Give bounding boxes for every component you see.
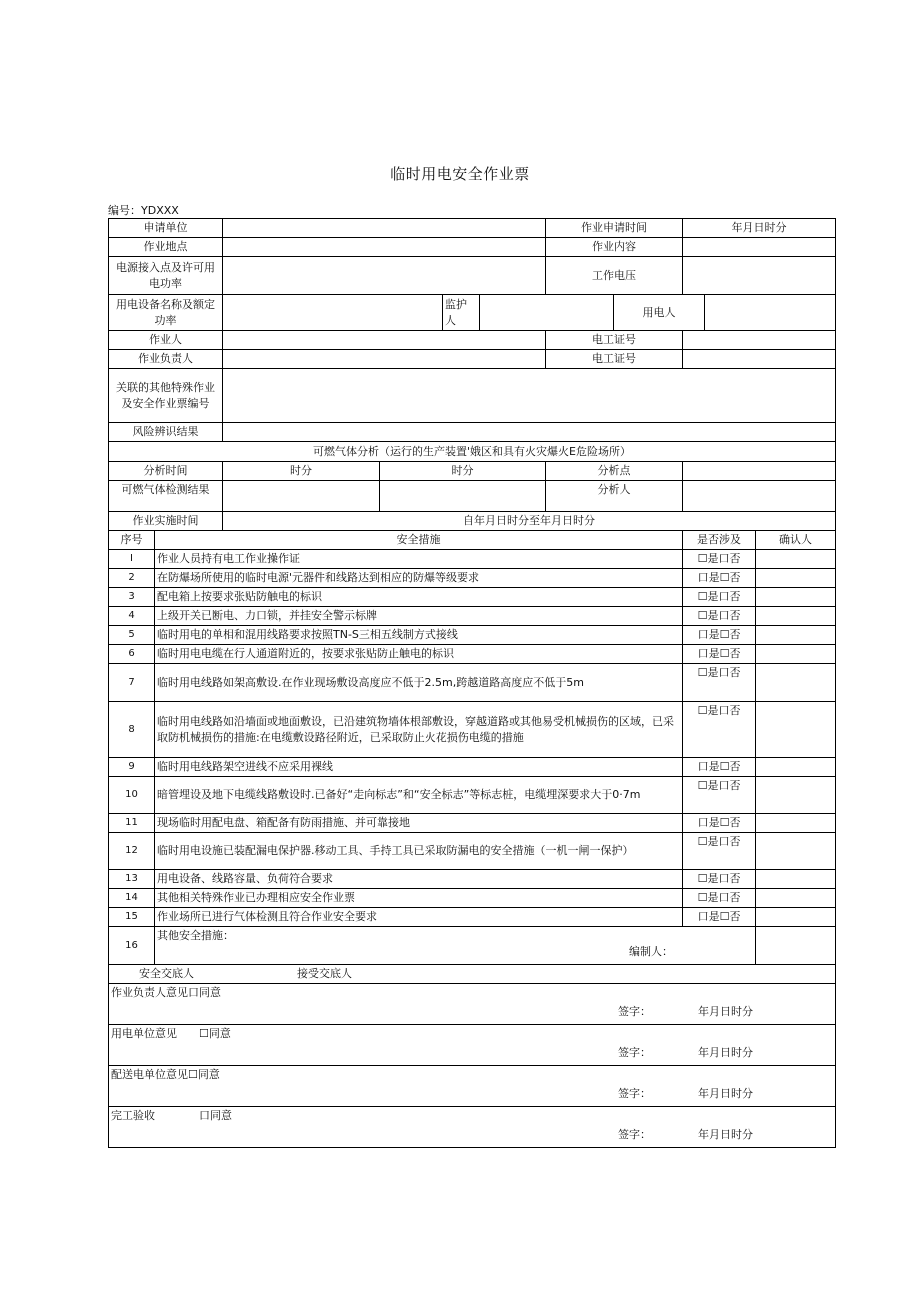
related-permits-input[interactable] [223, 369, 836, 423]
document-number: 编号：YDXXX [108, 204, 179, 217]
confirmer-input[interactable] [756, 550, 836, 569]
measure-text: 暗管埋设及地下电缆线路敷设时.已备好“走向标志”和“安全标志”等标志桩，电缆埋深要求大于0·7m [155, 777, 683, 814]
measure-text: 其他相关特殊作业已办理相应安全作业票 [155, 889, 683, 908]
handover-giver-label: 安全交底人 [139, 967, 194, 980]
measure-number: 10 [109, 777, 155, 814]
measure-row [109, 550, 836, 569]
measure-row [109, 645, 836, 664]
analysis-point-label: 分析点 [546, 462, 683, 481]
measure-number: 16 [109, 927, 155, 965]
power-user-label: 用电人 [614, 295, 705, 331]
involved-checkbox[interactable]: ☐是口否 [683, 550, 756, 569]
work-content-input[interactable] [683, 238, 836, 257]
worker-label: 作业人 [109, 331, 223, 350]
involved-checkbox[interactable]: ☐是口否 [683, 664, 756, 702]
measure-row [109, 588, 836, 607]
opinion-section [109, 1066, 836, 1107]
measure-number: 5 [109, 626, 155, 645]
analysis-time-2[interactable]: 时分 [380, 462, 546, 481]
power-access-input[interactable] [223, 257, 546, 295]
detection-result-1[interactable] [223, 481, 380, 512]
involved-checkbox[interactable]: ☐是口否 [683, 889, 756, 908]
power-access-label: 电源接入点及许可用电功率 [109, 257, 223, 295]
confirmer-input[interactable] [756, 758, 836, 777]
related-permits-label: 关联的其他特殊作业及安全作业票编号 [109, 369, 223, 423]
opinion-section [109, 1025, 836, 1066]
measure-row [109, 833, 836, 870]
measure-text: 在防爆场所使用的临时电源'元器件和线路达到相应的防爆等级要求 [155, 569, 683, 588]
measure-number: 15 [109, 908, 155, 927]
risk-result-input[interactable] [223, 423, 836, 442]
gas-analysis-title: 可燃气体分析（运行的生产装置'娥区和具有火灾爆火E危险场所） [109, 442, 836, 462]
leader-label: 作业负责人 [109, 350, 223, 369]
form-title: 临时用电安全作业票 [390, 165, 530, 183]
leader-cert-label: 电工证号 [546, 350, 683, 369]
work-permit-table [108, 218, 836, 1148]
work-voltage-input[interactable] [683, 257, 836, 295]
analysis-time-label: 分析时间 [109, 462, 223, 481]
confirmer-input[interactable] [756, 588, 836, 607]
confirmer-input[interactable] [756, 814, 836, 833]
opinion-label[interactable]: 作业负责人意见口同意 [111, 986, 221, 999]
measure-row [109, 908, 836, 927]
confirmer-input[interactable] [756, 870, 836, 889]
measure-number: 11 [109, 814, 155, 833]
confirmer-input[interactable] [756, 833, 836, 870]
work-location-label: 作业地点 [109, 238, 223, 257]
measure-number: 14 [109, 889, 155, 908]
measure-text: 作业场所已进行气体检测且符合作业安全要求 [155, 908, 683, 927]
measure-number: 9 [109, 758, 155, 777]
confirmer-input[interactable] [756, 908, 836, 927]
confirmer-input[interactable] [756, 702, 836, 758]
signature-label: 签字： [618, 1087, 652, 1100]
involved-checkbox[interactable]: 口是☐否 [683, 645, 756, 664]
involved-checkbox[interactable]: ☐是口否 [683, 702, 756, 758]
power-user-input[interactable] [705, 295, 836, 331]
detection-result-2[interactable] [380, 481, 546, 512]
measure-number: 6 [109, 645, 155, 664]
measure-row [109, 569, 836, 588]
measure-text: 临时用电线路如架高敷设.在作业现场敷设高度应不低于2.5m,跨越道路高度应不低于5m [155, 664, 683, 702]
handover-receiver-label: 接受交底人 [297, 967, 352, 980]
leader-input[interactable] [223, 350, 546, 369]
apply-unit-input[interactable] [223, 219, 546, 238]
other-measures-cell[interactable] [155, 927, 756, 965]
analysis-time-1[interactable]: 时分 [223, 462, 380, 481]
other-measures-label: 其他安全措施： [157, 929, 234, 942]
involved-checkbox[interactable]: 口是☐否 [683, 569, 756, 588]
signature-label: 签字： [618, 1005, 652, 1018]
confirmer-input[interactable] [756, 626, 836, 645]
signature-time[interactable]: 年月日时分 [698, 1087, 754, 1100]
measure-number: I [109, 550, 155, 569]
measure-text: 上级开关已断电、力口锁，并挂安全警示标牌 [155, 607, 683, 626]
handover-row [109, 965, 836, 984]
signature-label: 签字： [618, 1128, 652, 1141]
leader-cert-input[interactable] [683, 350, 836, 369]
opinion-label[interactable]: 用电单位意见 ☐同意 [111, 1027, 231, 1040]
measure-row [109, 664, 836, 702]
involved-checkbox[interactable]: 口是☐否 [683, 626, 756, 645]
signature-label: 签字： [618, 1046, 652, 1059]
confirmer-input[interactable] [756, 889, 836, 908]
involved-checkbox[interactable]: 口是☐否 [683, 814, 756, 833]
compiler-label: 编制人： [629, 945, 674, 958]
signature-time[interactable]: 年月日时分 [698, 1046, 754, 1059]
analyst-label: 分析人 [546, 481, 683, 512]
confirmer-header: 确认人 [756, 531, 836, 550]
measure-number: 4 [109, 607, 155, 626]
confirmer-input[interactable] [756, 777, 836, 814]
measure-text: 临时用电电缆在行人通道附近的，按要求张贴防止触电的标识 [155, 645, 683, 664]
measure-text: 作业人员持有电工作业操作证 [155, 550, 683, 569]
apply-time-value[interactable]: 年月日时分 [683, 219, 836, 238]
measure-row [109, 889, 836, 908]
seq-header: 序号 [109, 531, 155, 550]
involved-checkbox[interactable]: ☐是口否 [683, 607, 756, 626]
guardian-input[interactable] [480, 295, 614, 331]
measure-row [109, 777, 836, 814]
measure-number: 7 [109, 664, 155, 702]
measure-text: 用电设备、线路容量、负荷符合要求 [155, 870, 683, 889]
apply-unit-label: 申请单位 [109, 219, 223, 238]
work-content-label: 作业内容 [546, 238, 683, 257]
opinion-label[interactable]: 完工验收 口同意 [111, 1109, 232, 1122]
measure-row [109, 607, 836, 626]
work-voltage-label: 工作电压 [546, 257, 683, 295]
measure-number: 3 [109, 588, 155, 607]
measure-text: 临时用电线路架空进线不应采用裸线 [155, 758, 683, 777]
involved-checkbox[interactable]: ☐是口否 [683, 588, 756, 607]
involved-checkbox[interactable]: ☐是口否 [683, 870, 756, 889]
measures-header: 安全措施 [155, 531, 683, 550]
measure-text: 临时用电的单相和混用线路要求按照TN-S三相五线制方式接线 [155, 626, 683, 645]
measure-text: 临时用电线路如沿墙面或地面敷设，已沿建筑物墙体根部敷设，穿越道路或其他易受机械损伤的区域，已采取防机械损伤的措施:在电缆敷设路径附近，已采取防止火花损伤电缆的措施 [155, 702, 683, 758]
measure-row [109, 758, 836, 777]
involved-checkbox[interactable]: 口是☐否 [683, 758, 756, 777]
detection-result-label: 可燃气体检测结果 [109, 481, 223, 512]
measure-number: 13 [109, 870, 155, 889]
measure-number: 8 [109, 702, 155, 758]
guardian-label: 监护人 [443, 295, 480, 331]
opinion-section [109, 984, 836, 1025]
confirmer-input[interactable] [756, 927, 836, 965]
involved-checkbox[interactable]: 口是☐否 [683, 908, 756, 927]
involved-header: 是否涉及 [683, 531, 756, 550]
confirmer-input[interactable] [756, 569, 836, 588]
opinion-section [109, 1107, 836, 1148]
confirmer-input[interactable] [756, 645, 836, 664]
signature-time[interactable]: 年月日时分 [698, 1005, 754, 1018]
equipment-input[interactable] [223, 295, 443, 331]
worker-input[interactable] [223, 331, 546, 350]
measure-row [109, 702, 836, 758]
confirmer-input[interactable] [756, 664, 836, 702]
measure-row [109, 870, 836, 889]
impl-time-label: 作业实施时间 [109, 512, 223, 531]
measure-row [109, 626, 836, 645]
analysis-point-input[interactable] [683, 462, 836, 481]
opinion-label[interactable]: 配送电单位意见☐同意 [111, 1068, 220, 1081]
measure-number: 2 [109, 569, 155, 588]
measure-text: 临时用电设施已装配漏电保护器.移动工具、手持工具已采取防漏电的安全措施（一机一闸一保护） [155, 833, 683, 870]
risk-result-label: 风险辨识结果 [109, 423, 223, 442]
involved-checkbox[interactable]: ☐是口否 [683, 833, 756, 870]
confirmer-input[interactable] [756, 607, 836, 626]
measure-number: 12 [109, 833, 155, 870]
work-location-input[interactable] [223, 238, 546, 257]
impl-time-value[interactable]: 自年月日时分至年月日时分 [223, 512, 836, 531]
measure-text: 现场临时用配电盘、箱配备有防雨措施、并可靠接地 [155, 814, 683, 833]
measure-text: 配电箱上按要求张贴防触电的标识 [155, 588, 683, 607]
measure-row [109, 814, 836, 833]
involved-checkbox[interactable]: ☐是口否 [683, 777, 756, 814]
apply-time-label: 作业申请时间 [546, 219, 683, 238]
analyst-input[interactable] [683, 481, 836, 512]
worker-cert-label: 电工证号 [546, 331, 683, 350]
signature-time[interactable]: 年月日时分 [698, 1128, 754, 1141]
worker-cert-input[interactable] [683, 331, 836, 350]
equipment-label: 用电设备名称及额定功率 [109, 295, 223, 331]
